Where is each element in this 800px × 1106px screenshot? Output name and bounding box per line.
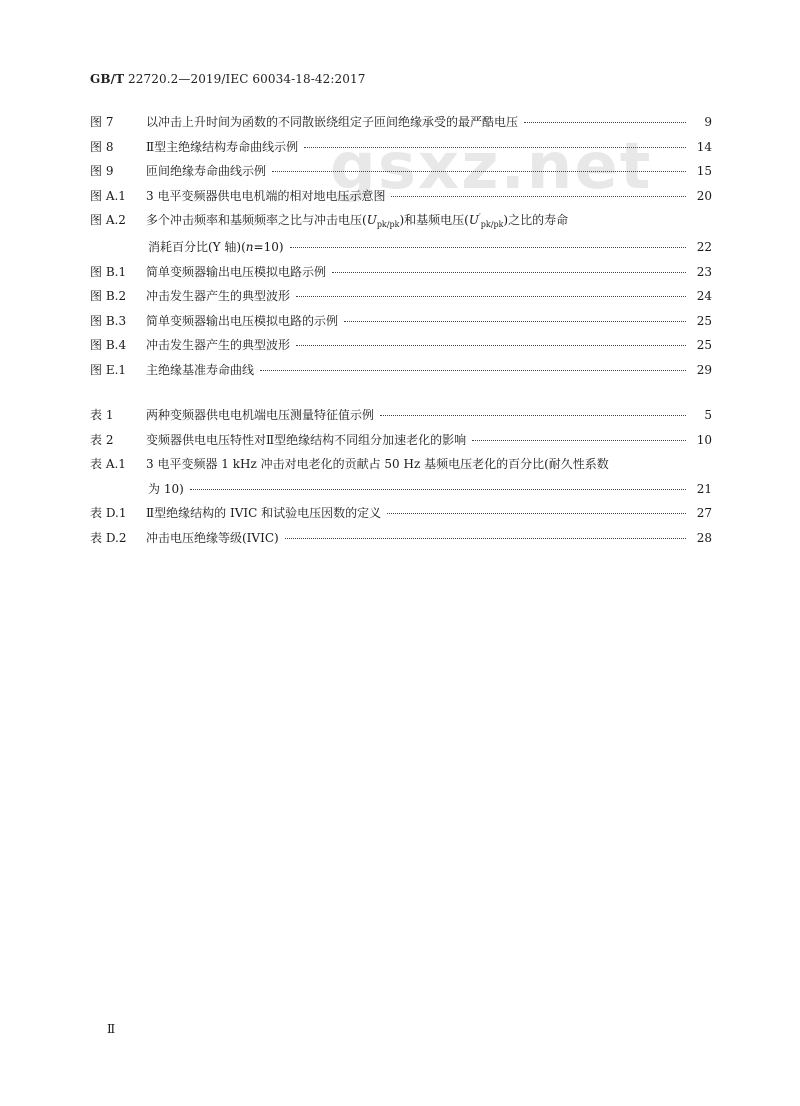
- toc-entry-tab2[interactable]: [90, 428, 712, 453]
- entry-page: 27: [696, 506, 712, 521]
- subscript: pk/pk: [480, 220, 504, 230]
- entry-label: 图 7: [90, 115, 114, 129]
- leader-dots: [296, 344, 686, 346]
- entry-page: 25: [696, 313, 712, 328]
- leader-dots: [332, 271, 686, 273]
- entry-page: 5: [704, 408, 712, 422]
- entry-page: 20: [696, 188, 712, 203]
- leader-dots: [272, 170, 686, 172]
- title-text: 消耗百分比(Y 轴)(: [148, 239, 246, 254]
- toc-entry-figB3[interactable]: [90, 309, 712, 334]
- entry-label: 图 A.2: [90, 213, 126, 228]
- leader-dots: [387, 512, 686, 514]
- voltage-symbol: U: [366, 213, 377, 228]
- entry-title: 匝间绝缘寿命曲线示例: [146, 164, 267, 179]
- toc-entry-figA2[interactable]: [90, 208, 712, 259]
- leader-dots: [472, 439, 686, 441]
- entry-label: 表 D.1: [90, 506, 127, 521]
- title-text: )和基频电压(: [399, 213, 469, 228]
- entry-title: 以冲击上升时间为函数的不同散嵌绕组定子匝间绝缘承受的最严酷电压: [146, 115, 519, 129]
- title-text: 多个冲击频率和基频频率之比与冲击电压(: [146, 213, 367, 228]
- variable-n: n: [245, 239, 254, 254]
- leader-dots: [260, 369, 686, 371]
- entry-title: 变频器供电电压特性对Ⅱ型绝缘结构不同组分加速老化的影响: [146, 432, 467, 447]
- entry-page: 10: [696, 432, 712, 447]
- leader-dots: [190, 488, 686, 490]
- entry-title: 冲击电压绝缘等级(IVIC): [146, 530, 279, 545]
- entry-label: 图 B.4: [90, 338, 127, 353]
- title-text: =10): [253, 239, 284, 254]
- voltage-symbol: U: [468, 213, 479, 228]
- entry-label: 表 A.1: [90, 457, 126, 472]
- entry-title: 简单变频器输出电压模拟电路示例: [146, 264, 327, 279]
- leader-dots: [391, 195, 686, 197]
- leader-dots: [296, 295, 686, 297]
- toc-entry-tabA1[interactable]: [90, 452, 712, 501]
- entry-page: 25: [696, 338, 712, 353]
- entry-page: 22: [696, 239, 712, 254]
- entry-title-line2: 为 10): [148, 481, 184, 496]
- entry-page: 28: [696, 530, 712, 545]
- leader-dots: [344, 320, 686, 322]
- toc-entry-fig8[interactable]: [90, 135, 712, 160]
- entry-page: 14: [696, 139, 712, 154]
- leader-dots: [304, 146, 686, 148]
- entry-title: 两种变频器供电电机端电压测量特征值示例: [146, 408, 375, 422]
- entry-title: 冲击发生器产生的典型波形: [146, 338, 291, 353]
- toc-entry-figB1[interactable]: [90, 260, 712, 285]
- entry-label: 表 2: [90, 432, 114, 447]
- toc-entry-tab1[interactable]: [90, 403, 712, 428]
- entry-label: 图 A.1: [90, 188, 126, 203]
- entry-label: 图 8: [90, 139, 114, 154]
- toc-entry-figB4[interactable]: [90, 333, 712, 358]
- entry-page: 24: [696, 289, 712, 304]
- entry-page: 23: [696, 264, 712, 279]
- entry-title: 简单变频器输出电压模拟电路的示例: [146, 313, 339, 328]
- entry-title: Ⅱ型绝缘结构的 IVIC 和试验电压因数的定义: [146, 506, 382, 521]
- watermark: gsxz.net: [330, 130, 653, 204]
- toc-entry-figB2[interactable]: [90, 284, 712, 309]
- entry-title: 冲击发生器产生的典型波形: [146, 289, 291, 304]
- page-header: [90, 72, 365, 86]
- toc-entry-fig9[interactable]: [90, 159, 712, 184]
- standard-code: GB/T: [90, 72, 125, 86]
- figure-list: [90, 110, 712, 383]
- subscript: pk/pk: [376, 220, 400, 230]
- toc-entry-tabD2[interactable]: [90, 526, 712, 551]
- entry-label: 表 D.2: [90, 530, 127, 545]
- entry-label: 图 B.1: [90, 264, 127, 279]
- entry-title-line1: 3 电平变频器 1 kHz 冲击对电老化的贡献占 50 Hz 基频电压老化的百分比(耐久性系数: [146, 457, 609, 472]
- toc-entry-tabD1[interactable]: [90, 501, 712, 526]
- leader-dots: [290, 246, 686, 248]
- entry-page: 21: [696, 481, 712, 496]
- toc-entry-fig7[interactable]: [90, 110, 712, 135]
- toc-entry-figE1[interactable]: [90, 358, 712, 383]
- entry-title-line2: [148, 235, 284, 260]
- title-text: )之比的寿命: [503, 213, 569, 228]
- entry-label: 表 1: [90, 408, 114, 422]
- entry-page: 9: [704, 115, 712, 129]
- entry-page: 15: [696, 164, 712, 179]
- entry-label: 图 E.1: [90, 362, 127, 377]
- entry-title: 主绝缘基准寿命曲线: [146, 362, 255, 377]
- entry-page: 29: [696, 362, 712, 377]
- entry-title: Ⅱ型主绝缘结构寿命曲线示例: [146, 139, 299, 154]
- prime-mark: ′: [478, 212, 481, 222]
- table-list: [90, 403, 712, 551]
- entry-label: 图 9: [90, 164, 114, 179]
- toc-entry-figA1[interactable]: [90, 184, 712, 209]
- entry-title: 3 电平变频器供电电机端的相对地电压示意图: [146, 188, 386, 203]
- entry-label: 图 B.3: [90, 313, 127, 328]
- leader-dots: [524, 121, 686, 123]
- leader-dots: [285, 537, 686, 539]
- page-number-footer: Ⅱ: [107, 1022, 116, 1036]
- leader-dots: [380, 414, 686, 416]
- standard-number: 22720.2—2019/IEC 60034-18-42:2017: [128, 72, 366, 86]
- entry-label: 图 B.2: [90, 289, 127, 304]
- entry-title-line1: [146, 208, 568, 235]
